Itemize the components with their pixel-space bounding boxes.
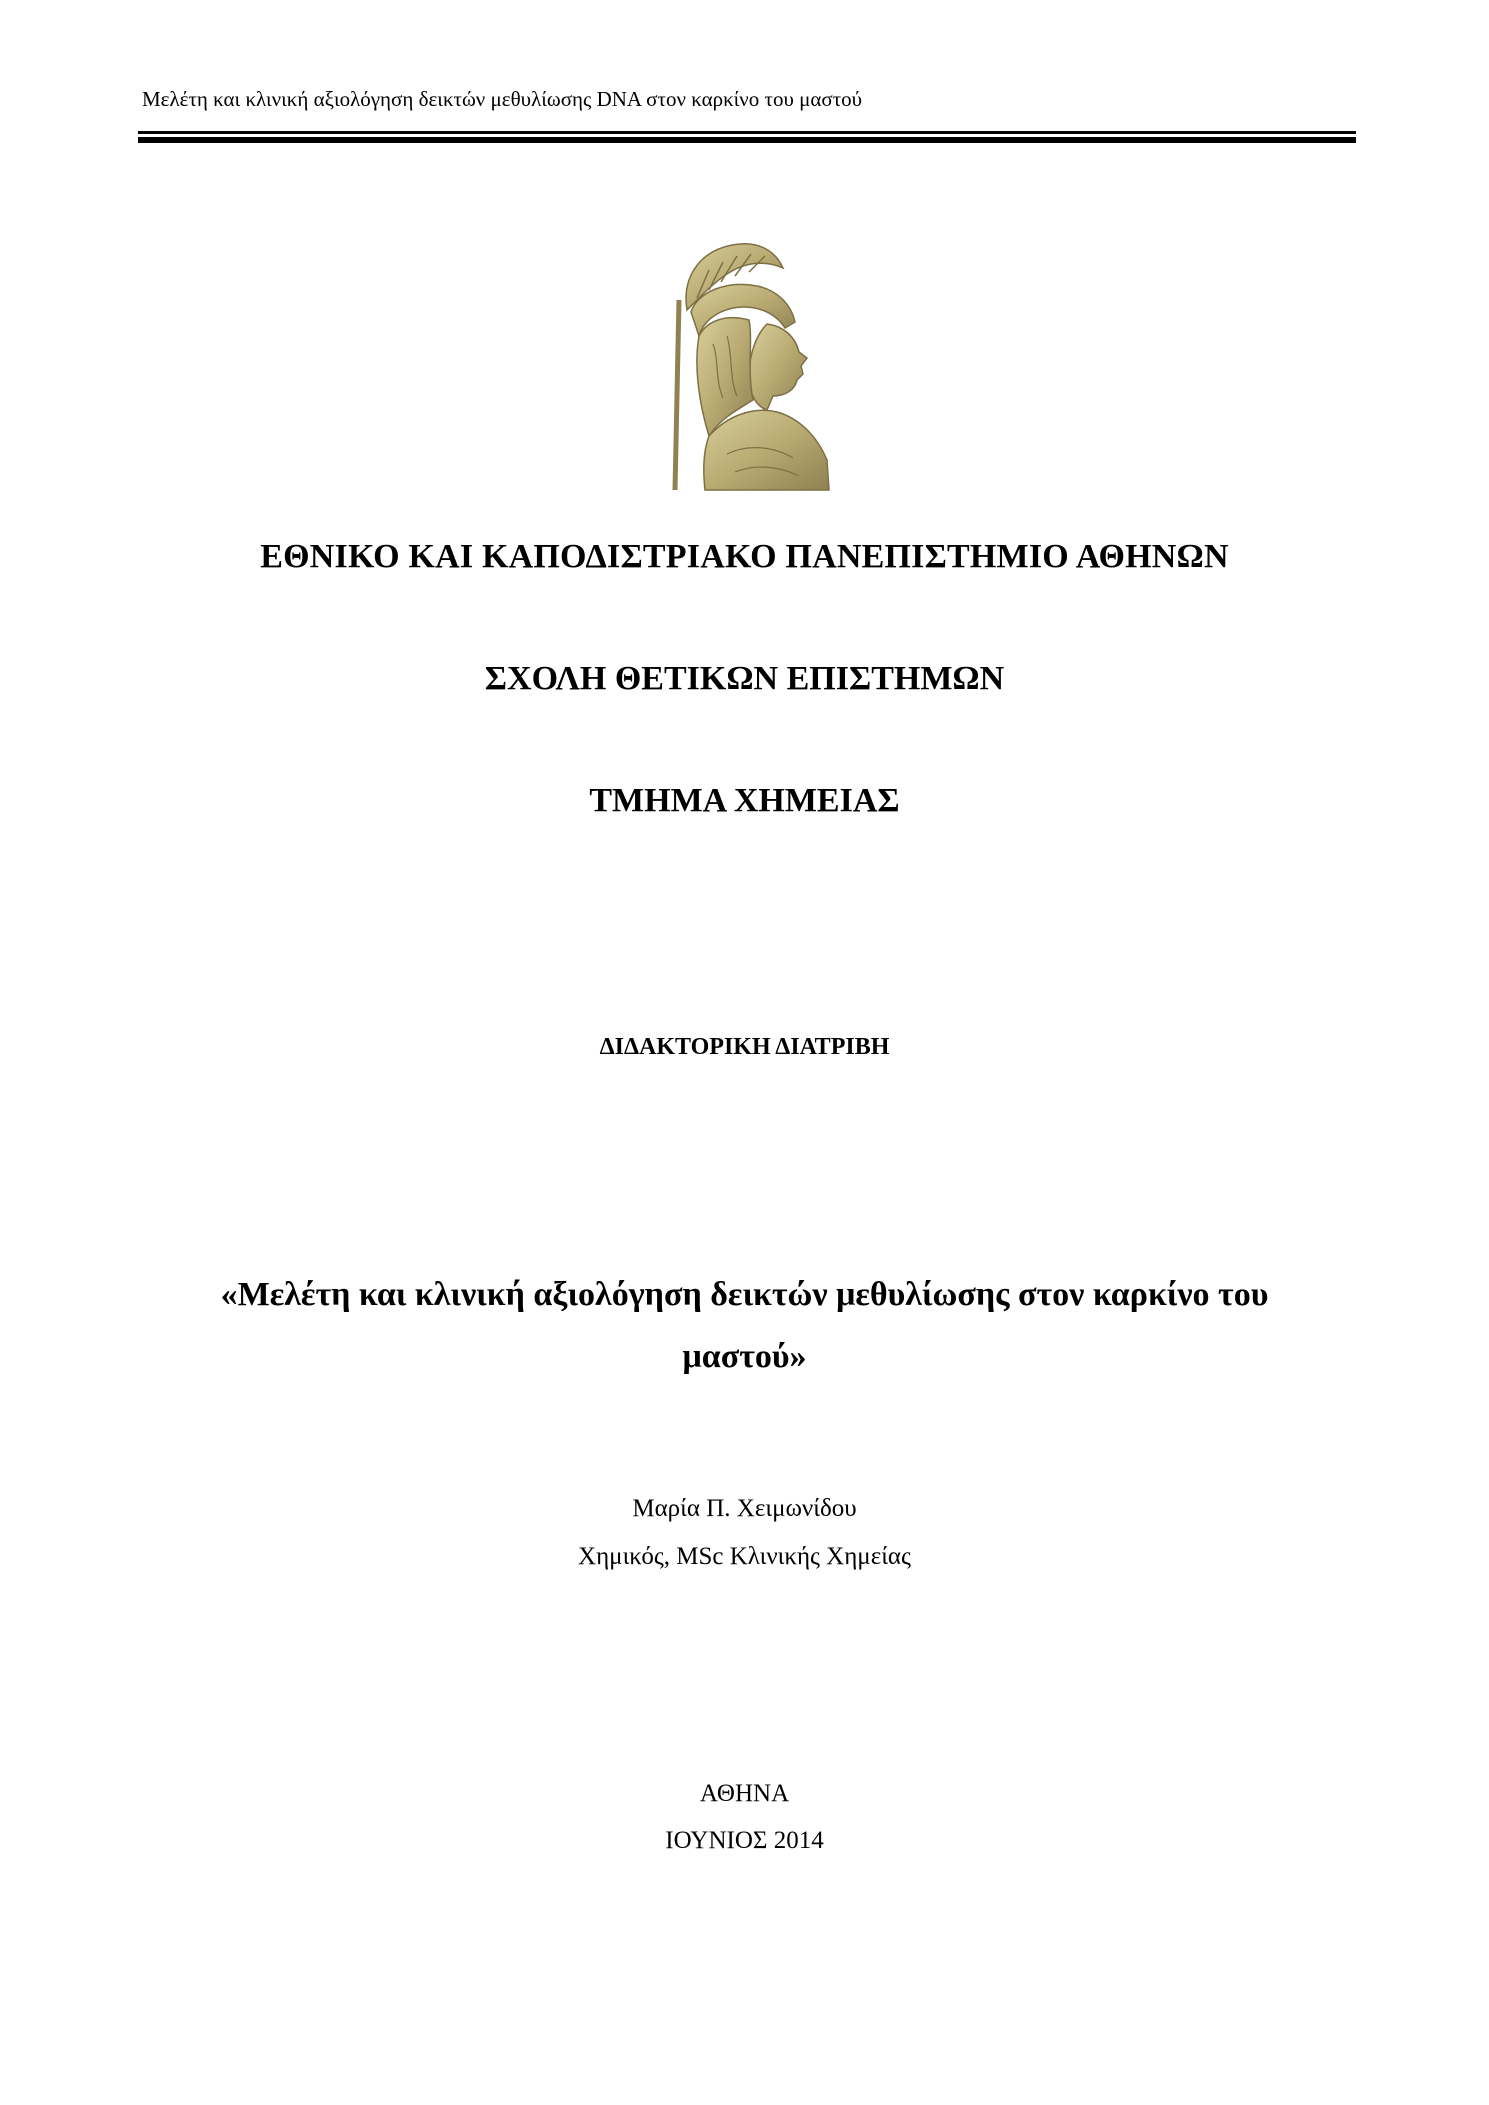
running-header: Μελέτη και κλινική αξιολόγηση δεικτών μεθυλίωσης DNA στον καρκίνο του μαστού: [142, 87, 863, 111]
document-type: ΔΙΔΑΚΤΟΡΙΚΗ ΔΙΑΤΡΙΒΗ: [599, 1034, 890, 1060]
school-name: ΣΧΟΛΗ ΘΕΤΙΚΩΝ ΕΠΙΣΤΗΜΩΝ: [484, 660, 1005, 697]
athena-head-emblem-icon: [657, 240, 835, 492]
header-divider-thick: [138, 137, 1356, 143]
author-credentials: Χημικός, MSc Κλινικής Χημείας: [578, 1543, 911, 1570]
thesis-title-line-2: μαστού»: [682, 1338, 807, 1375]
date: ΙΟΥΝΙΟΣ 2014: [665, 1827, 824, 1854]
place: ΑΘΗΝΑ: [699, 1780, 790, 1807]
author-name: Μαρία Π. Χειμωνίδου: [632, 1495, 857, 1522]
header-divider-thin: [138, 131, 1356, 134]
university-name: ΕΘΝΙΚΟ ΚΑΙ ΚΑΠΟΔΙΣΤΡΙΑΚΟ ΠΑΝΕΠΙΣΤΗΜΙΟ ΑΘΗΝΩΝ: [260, 538, 1229, 575]
department-name: ΤΜΗΜΑ ΧΗΜΕΙΑΣ: [589, 782, 900, 819]
thesis-title-line-1: «Μελέτη και κλινική αξιολόγηση δεικτών μεθυλίωσης στον καρκίνο του: [220, 1276, 1269, 1313]
